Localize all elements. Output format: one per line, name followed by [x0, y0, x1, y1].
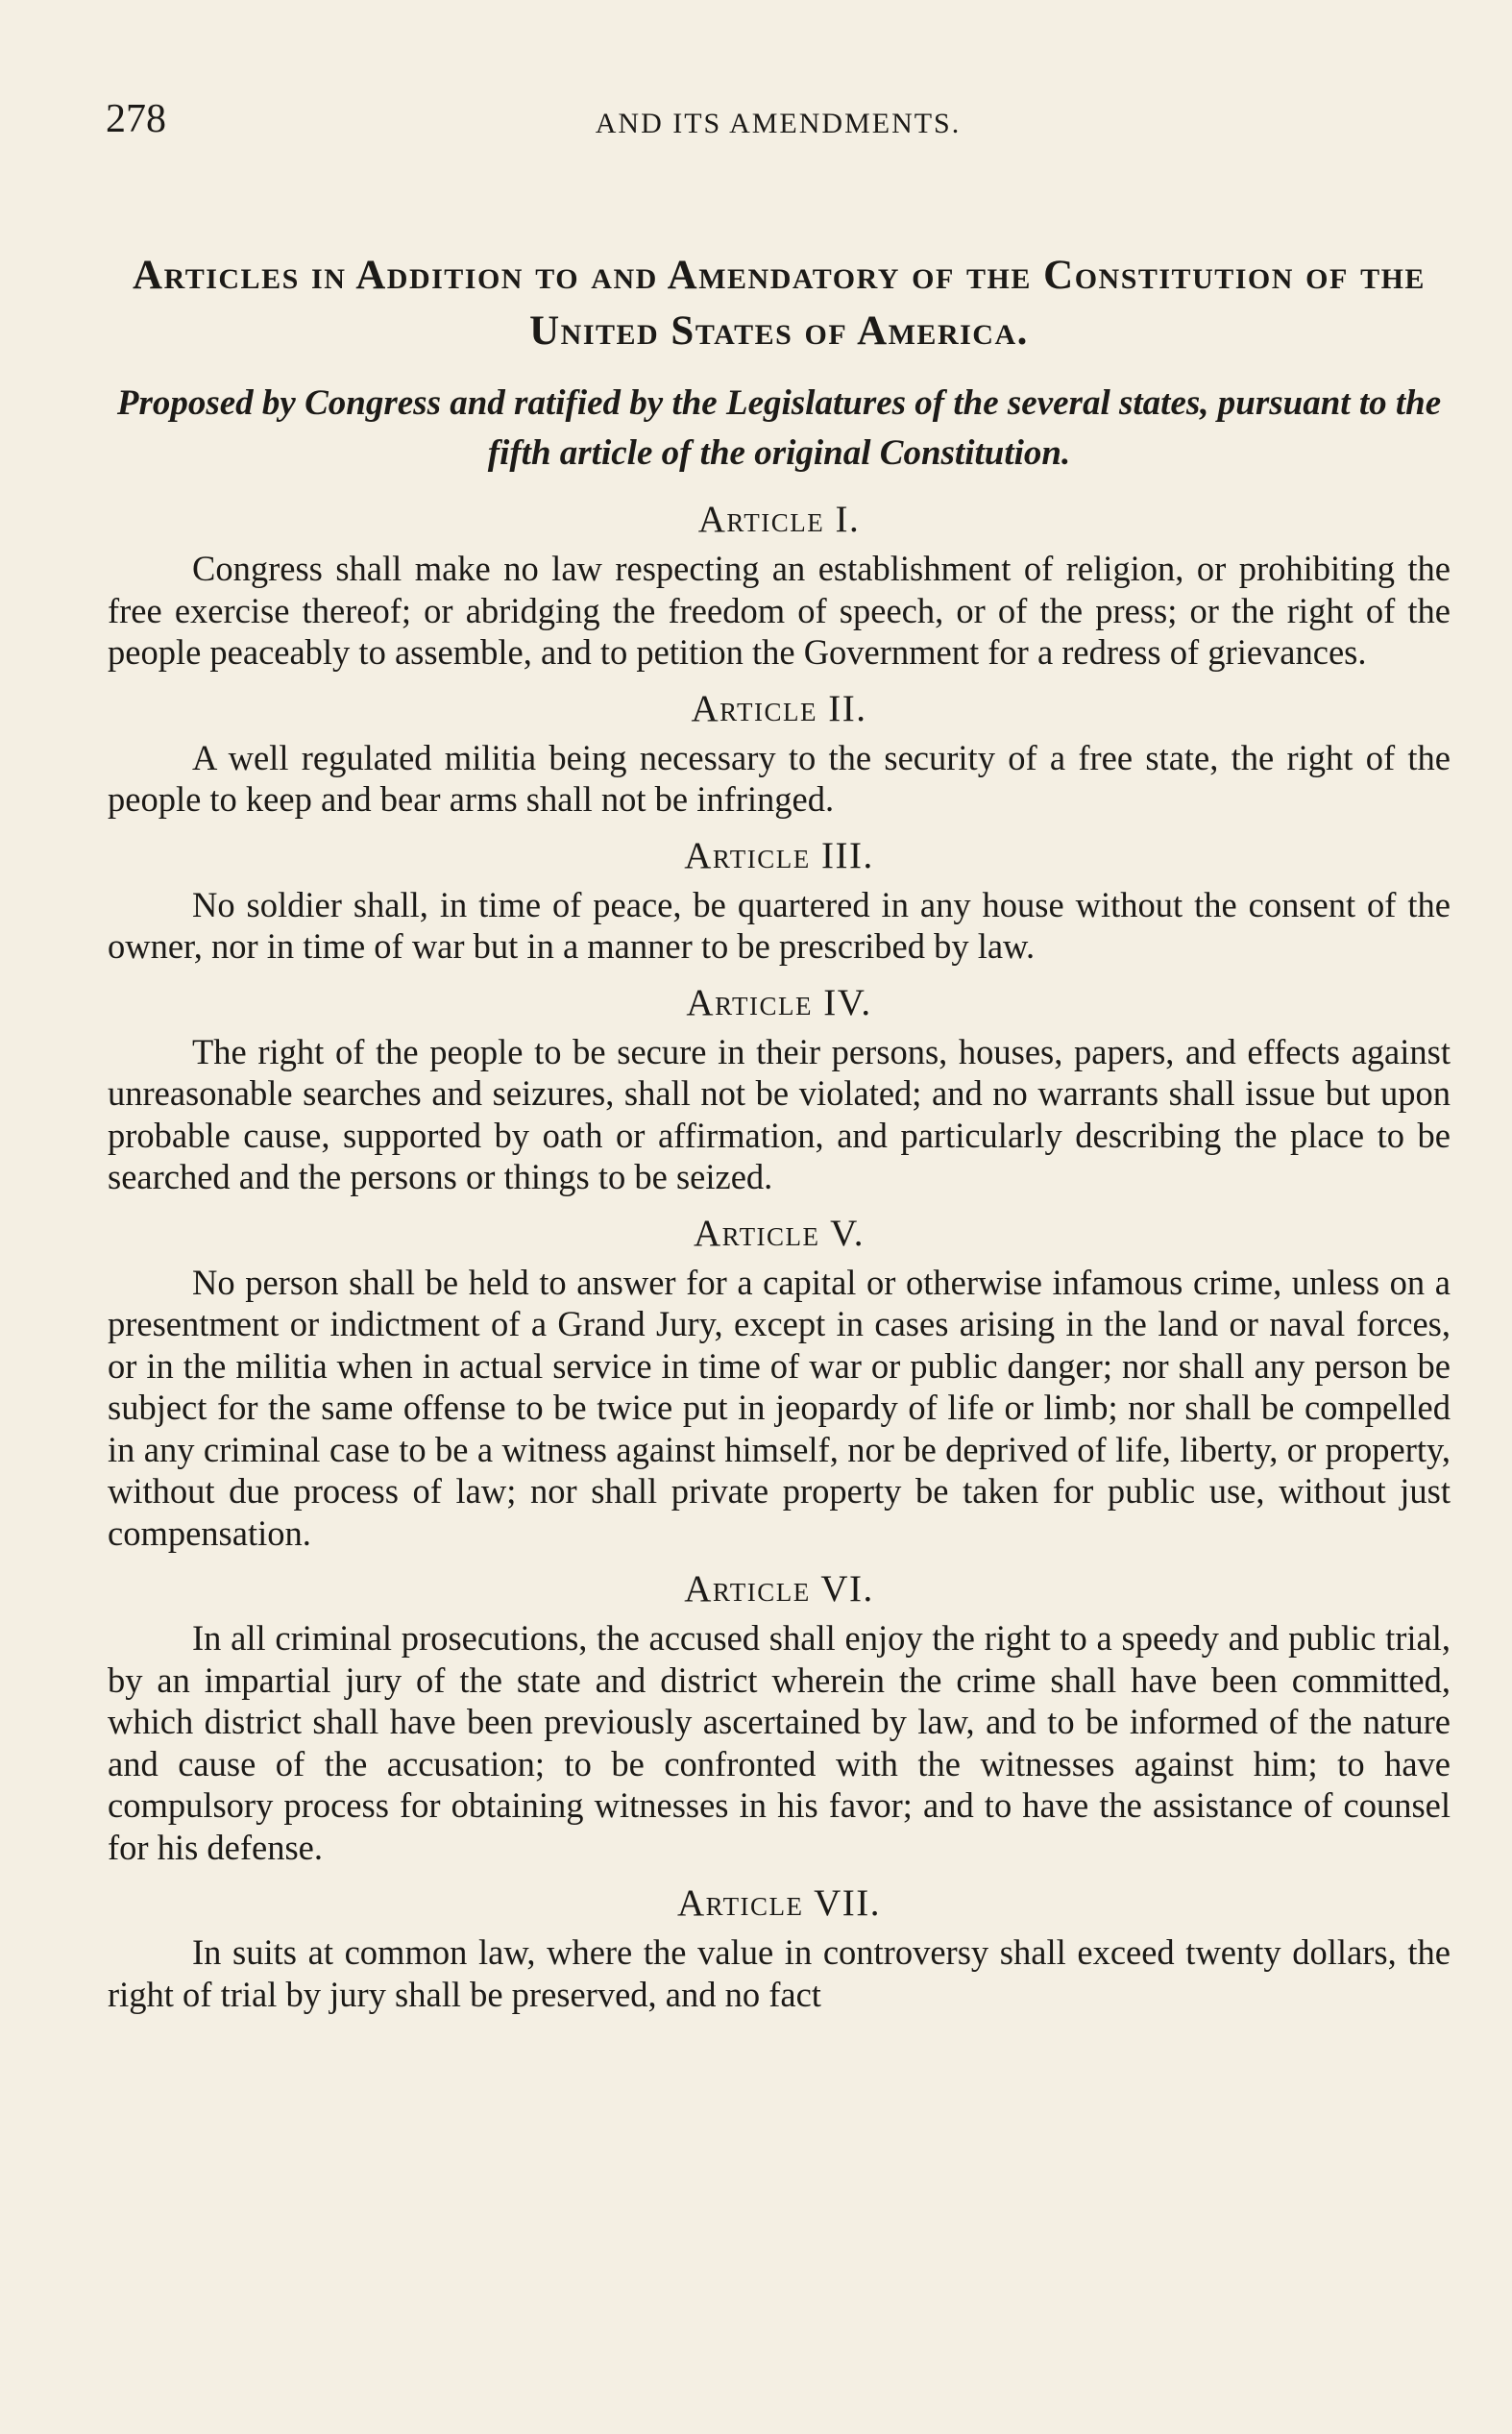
- article-heading-4: Article IV.: [686, 981, 872, 1023]
- article-text-4: The right of the people to be secure in their persons, houses, papers, and effects against unreasonable searches and seizures, shall not be violated; and no warrants shall issue but upon probable cause, supported by oath or affirmation, and particularly describing the place to be searched and the persons or things to be seized.: [108, 1031, 1451, 1196]
- article-text-7: In suits at common law, where the value in controversy shall exceed twenty dollars, the right of trial by jury shall be preserved, and no fact: [108, 1932, 1451, 2014]
- running-header: [106, 97, 1451, 141]
- page-content: [108, 248, 1451, 2027]
- document-title: Articles in Addition to and Amendatory of the Constitution of the United States of America.: [133, 253, 1426, 354]
- article-heading-1: Article I.: [697, 499, 861, 540]
- running-title: AND ITS AMENDMENTS.: [595, 108, 962, 139]
- article-heading-7: Article VII.: [677, 1882, 881, 1924]
- article-heading-5: Article V.: [694, 1212, 865, 1254]
- article-heading-3: Article III.: [684, 834, 874, 876]
- article-text-6: In all criminal prosecutions, the accused shall enjoy the right to a speedy and public trial, by an impartial jury of the state and district wherein the crime shall have been committed, which district shall have been previously ascertained by law, and to be informed of the nature and cause of the accusation; to be confronted with the witnesses against him; to have compulsory process for obtaining witnesses in his favor; and to have the assistance of counsel for his defense.: [108, 1618, 1451, 1867]
- article-text-2: A well regulated militia being necessary to the security of a free state, the right of the people to keep and bear arms shall not be infringed.: [108, 737, 1451, 819]
- article-text-5: No person shall be held to answer for a capital or otherwise infamous crime, unless on a presentment or indictment of a Grand Jury, except in cases arising in the land or naval forces, or in the militia when in actual service in time of war or public danger; nor shall any person be subject for the same offense to be twice put in jeopardy of life or limb; nor shall be compelled in any criminal case to be a witness against himself, nor be deprived of life, liberty, or property, without due process of law; nor shall private property be taken for public use, without just compensation.: [108, 1262, 1451, 1553]
- article-text-3: No soldier shall, in time of peace, be quartered in any house without the consent of the owner, nor in time of war but in a manner to be prescribed by law.: [108, 884, 1451, 966]
- preamble: Proposed by Congress and ratified by the Legislatures of the several states, pursuant to the fifth article of the original Constitution.: [116, 383, 1442, 473]
- article-text-1: Congress shall make no law respecting an establishment of religion, or prohibiting the free exercise thereof; or abridging the freedom of speech, or of the press; or the right of the people peaceably to assemble, and to petition the Government for a redress of grievances.: [108, 549, 1451, 672]
- page-number: 278: [106, 97, 166, 141]
- article-heading-6: Article VI.: [684, 1568, 874, 1610]
- article-heading-2: Article II.: [691, 687, 867, 729]
